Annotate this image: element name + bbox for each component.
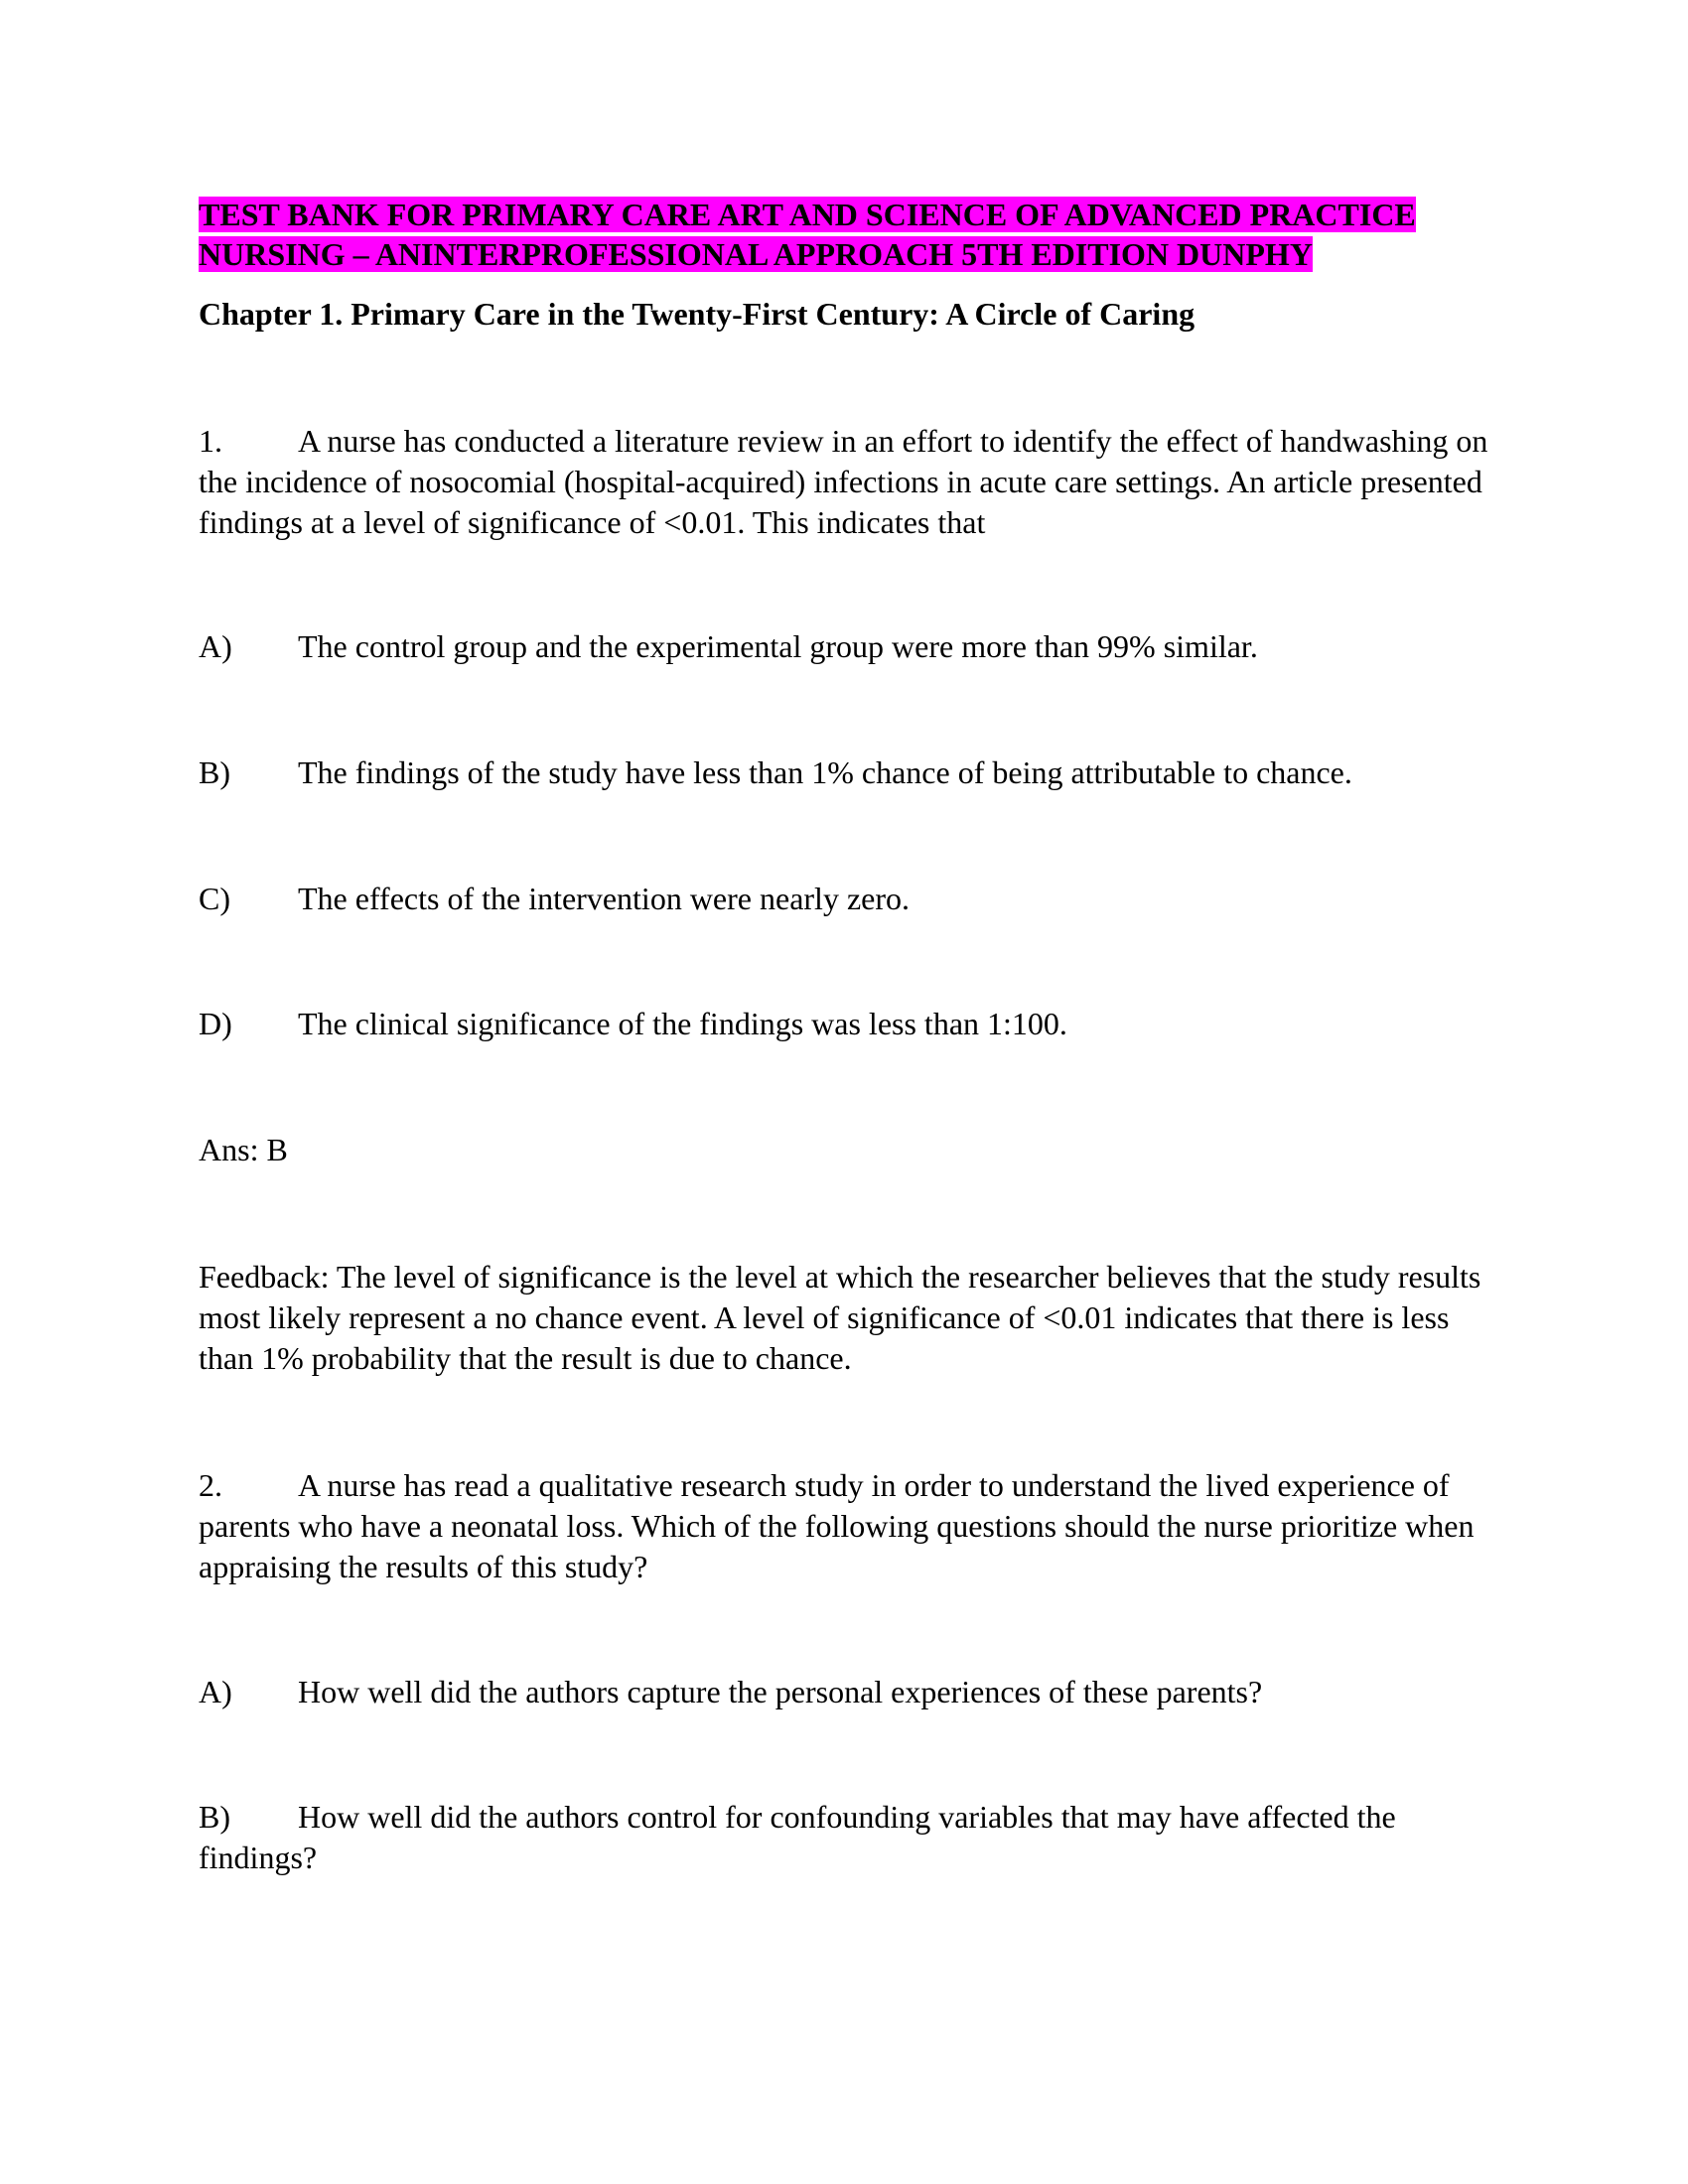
question-2-stem [199,1465,1489,1587]
option-letter: A) [199,1674,232,1709]
question-1-text: A nurse has conducted a literature review in an effort to identify the effect of handwashing on the incidence of nosocomial (hospital-acquired) infections in acute care settings. An article presented findings at a level of significance of <0.01. This indicates that [199,423,1488,540]
question-2-option-a [199,1672,1489,1712]
question-1-number: 1. [199,423,222,459]
question-1-feedback: Feedback: The level of significance is the level at which the researcher believes that the study results most likely represent a no chance event. A level of significance of <0.01 indicates that there is less than 1% probability that the result is due to chance. [199,1259,1481,1376]
title-line-1 [199,195,1416,234]
option-letter: B) [199,754,230,790]
question-1-option-d [199,1004,1489,1044]
option-letter: B) [199,1799,230,1835]
option-text: The effects of the intervention were nearly zero. [298,881,910,916]
option-text: The clinical significance of the findings was less than 1:100. [298,1006,1067,1041]
title-line-2 [199,234,1313,274]
question-1-option-b [199,752,1489,793]
title-highlight-1: TEST BANK FOR PRIMARY CARE ART AND SCIENCE OF ADVANCED PRACTICE [199,197,1416,232]
question-1-stem [199,421,1489,543]
question-2-text: A nurse has read a qualitative research study in order to understand the lived experience of parents who have a neonatal loss. Which of the following questions should the nurse prioritize when appraising the results of this study? [199,1467,1475,1584]
question-1-answer: Ans: B [199,1132,288,1167]
title-highlight-2: NURSING – ANINTERPROFESSIONAL APPROACH 5TH EDITION DUNPHY [199,236,1313,272]
question-2-option-b [199,1797,1489,1878]
option-text: The findings of the study have less than 1% chance of being attributable to chance. [298,754,1352,790]
chapter-title: Chapter 1. Primary Care in the Twenty-First Century: A Circle of Caring [199,296,1196,332]
question-1-option-c [199,879,1489,919]
question-1-option-a [199,626,1489,667]
option-text: How well did the authors control for confounding variables that may have affected the findings? [199,1799,1396,1875]
option-letter: A) [199,628,232,664]
option-letter: C) [199,881,230,916]
option-letter: D) [199,1006,232,1041]
question-2-number: 2. [199,1467,222,1503]
option-text: The control group and the experimental group were more than 99% similar. [298,628,1258,664]
option-text: How well did the authors capture the personal experiences of these parents? [298,1674,1263,1709]
